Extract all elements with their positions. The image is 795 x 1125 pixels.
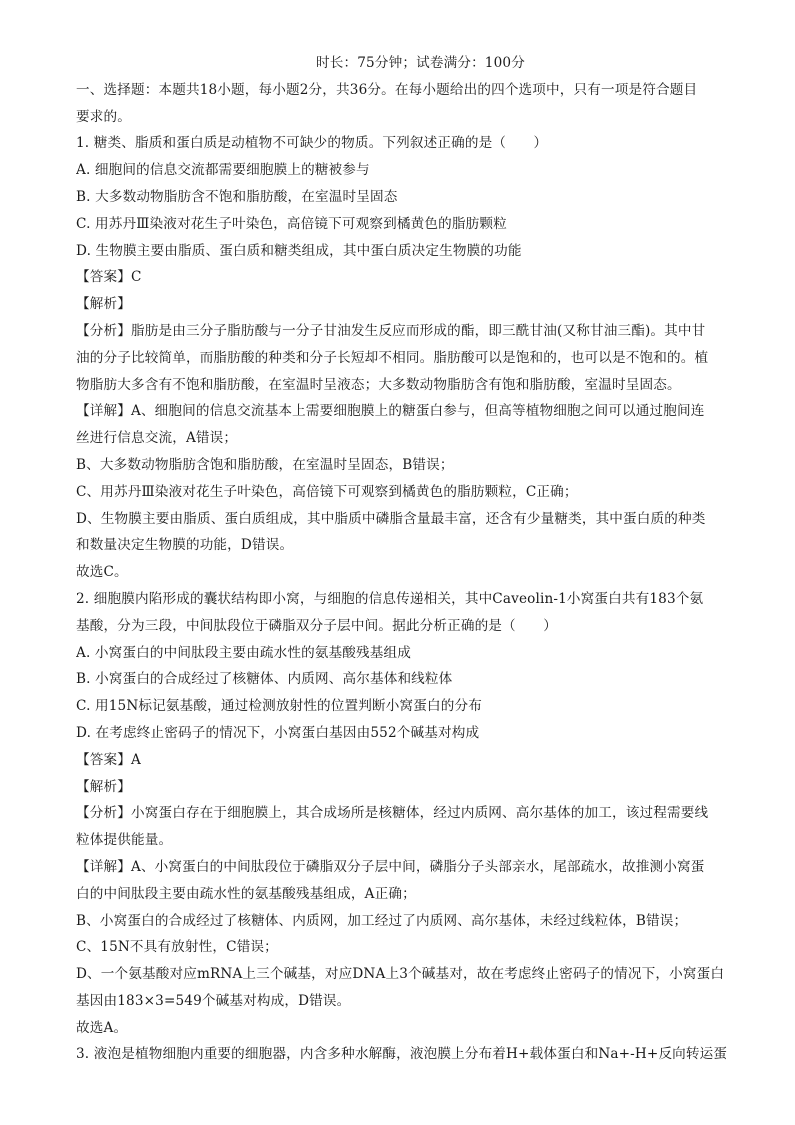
document-body [76,77,745,1068]
text-line: C. 用苏丹Ⅲ染液对花生子叶染色，高倍镜下可观察到橘黄色的脂肪颗粒 [76,215,507,232]
text-line: 物脂肪大多含有不饱和脂肪酸，在室温时呈液态；大多数动物脂肪含有饱和脂肪酸，室温时呈固态。 [76,376,681,393]
text-line: 3. 液泡是植物细胞内重要的细胞器，内含多种水解酶，液泡膜上分布着H+载体蛋白和Na+-H+反向转运蛋 [76,1046,728,1063]
text-line: 【分析】小窝蛋白存在于细胞膜上，其合成场所是核糖体，经过内质网、高尔基体的加工，该过程需要线 [76,805,709,822]
text-line: 要求的。 [76,108,131,125]
text-line: 【分析】脂肪是由三分子脂肪酸与一分子甘油发生反应而形成的酯，即三酰甘油(又称甘油三酯)。其中甘 [76,322,706,339]
text-line: C、用苏丹Ⅲ染液对花生子叶染色，高倍镜下可观察到橘黄色的脂肪颗粒，C正确； [76,483,578,500]
text-line: D. 在考虑终止密码子的情况下，小窝蛋白基因由552个碱基对构成 [76,724,480,741]
text-line: 【答案】C [76,269,142,286]
text-line: 1. 糖类、脂质和蛋白质是动植物不可缺少的物质。下列叙述正确的是（ ） [76,135,548,152]
text-line: A. 细胞间的信息交流都需要细胞膜上的糖被参与 [76,162,370,179]
text-line: 故选C。 [76,564,128,581]
text-line: 丝进行信息交流，A错误； [76,430,238,447]
text-line: 【详解】A、细胞间的信息交流基本上需要细胞膜上的糖蛋白参与，但高等植物细胞之间可以通过胞间连 [76,403,705,420]
text-line: 白的中间肽段主要由疏水性的氨基酸残基组成，A正确； [76,885,416,902]
text-line: B、小窝蛋白的合成经过了核糖体、内质网，加工经过了内质网、高尔基体，未经过线粒体，B错误； [76,912,688,929]
text-line: D、一个氨基酸对应mRNA上三个碱基，对应DNA上3个碱基对，故在考虑终止密码子的情况下，小窝蛋白 [76,966,725,983]
text-line: D、生物膜主要由脂质、蛋白质组成，其中脂质中磷脂含量最丰富，还含有少量糖类，其中蛋白质的种类 [76,510,706,527]
exam-header: 时长：75分钟；试卷满分：100分 [316,55,525,71]
text-line: 基因由183×3=549个碱基对构成，D错误。 [76,992,351,1009]
text-line: 油的分子比较简单，而脂肪酸的种类和分子长短却不相同。脂肪酸可以是饱和的，也可以是不饱和的。植 [76,349,709,366]
text-line: 2. 细胞膜内陷形成的囊状结构即小窝，与细胞的信息传递相关，其中Caveolin-1小窝蛋白共有183个氨 [76,590,704,607]
text-line: 基酸，分为三段，中间肽段位于磷脂双分子层中间。据此分析正确的是（ ） [76,617,558,634]
text-line: 【解析】 [76,296,131,313]
text-line: A. 小窝蛋白的中间肽段主要由疏水性的氨基酸残基组成 [76,644,412,661]
text-line: B. 大多数动物脂肪含不饱和脂肪酸，在室温时呈固态 [76,188,398,205]
text-line: C. 用15N标记氨基酸，通过检测放射性的位置判断小窝蛋白的分布 [76,698,482,715]
text-line: B. 小窝蛋白的合成经过了核糖体、内质网、高尔基体和线粒体 [76,671,453,688]
text-line: 【解析】 [76,778,131,795]
text-line: 粒体提供能量。 [76,832,173,849]
text-line: 和数量决定生物膜的功能，D错误。 [76,537,294,554]
text-line: D. 生物膜主要由脂质、蛋白质和糖类组成，其中蛋白质决定生物膜的功能 [76,242,522,259]
text-line: 【详解】A、小窝蛋白的中间肽段位于磷脂双分子层中间，磷脂分子头部亲水，尾部疏水，故推测小窝蛋 [76,858,705,875]
text-line: C、15N不具有放射性，C错误； [76,939,278,956]
text-line: 一、选择题：本题共18小题，每小题2分，共36分。在每小题给出的四个选项中，只有一项是符合题目 [76,81,698,98]
text-line: 故选A。 [76,1019,128,1036]
text-line: B、大多数动物脂肪含饱和脂肪酸，在室温时呈固态，B错误； [76,456,454,473]
text-line: 【答案】A [76,751,141,768]
